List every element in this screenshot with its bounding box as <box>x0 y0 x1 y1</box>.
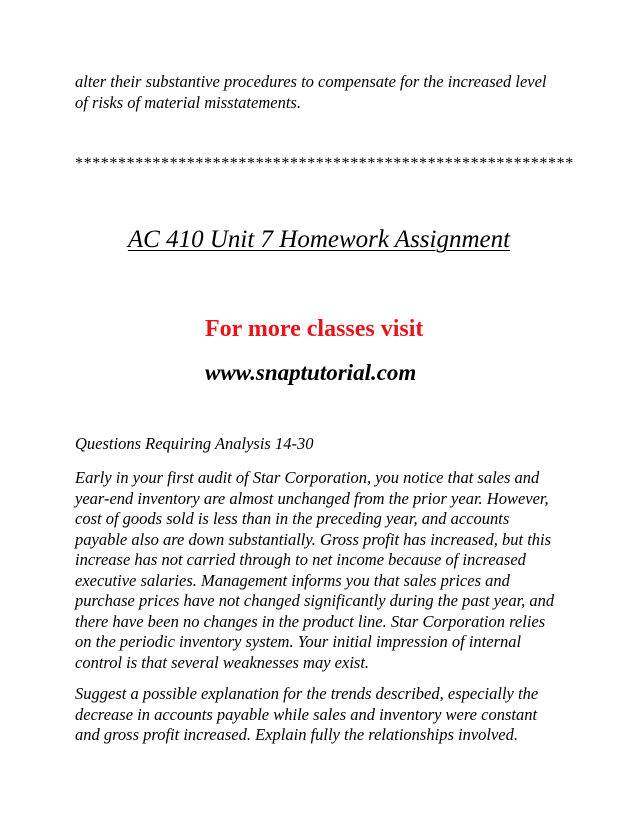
section-heading <box>75 434 575 455</box>
question-line: executive salaries. Management informs you that sales prices and <box>75 570 510 590</box>
task-line: and gross profit increased. Explain fully the relationships involved. <box>75 725 519 744</box>
task-paragraph <box>75 684 575 746</box>
document-title: AC 410 Unit 7 Homework Assignment <box>127 226 511 253</box>
question-line: increase has not carried through to net income because of increased <box>75 550 526 569</box>
question-line: year-end inventory are almost unchanged from the prior year. However, <box>75 488 549 508</box>
question-line: on the periodic inventory system. Your initial impression of internal <box>75 632 522 651</box>
question-paragraph <box>75 468 575 673</box>
intro-line: of risks of material misstatements. <box>75 92 301 112</box>
question-line: cost of goods sold is less than in the preceding year, and accounts <box>75 509 510 528</box>
question-line: Early in your first audit of Star Corporation, you notice that sales and <box>75 468 540 487</box>
asterisk-divider: ********************************************************** <box>75 155 574 172</box>
promo-heading: For more classes visit <box>205 316 424 342</box>
promo-url: www.snaptutorial.com <box>205 360 417 385</box>
task-line: Suggest a possible explanation for the trends described, especially the <box>75 684 539 703</box>
section-heading-text: Questions Requiring Analysis 14-30 <box>75 434 314 453</box>
question-line: payable also are down substantially. Gross profit has increased, but this <box>75 529 552 549</box>
intro-paragraph <box>75 72 575 113</box>
question-line: purchase prices have not changed significantly during the past year, and <box>75 591 555 610</box>
question-line: there have been no changes in the product line. Star Corporation relies <box>75 611 546 631</box>
task-line: decrease in accounts payable while sales and inventory were constant <box>75 704 538 724</box>
intro-line: alter their substantive procedures to compensate for the increased level <box>75 72 547 91</box>
question-line: control is that several weaknesses may exist. <box>75 652 370 672</box>
